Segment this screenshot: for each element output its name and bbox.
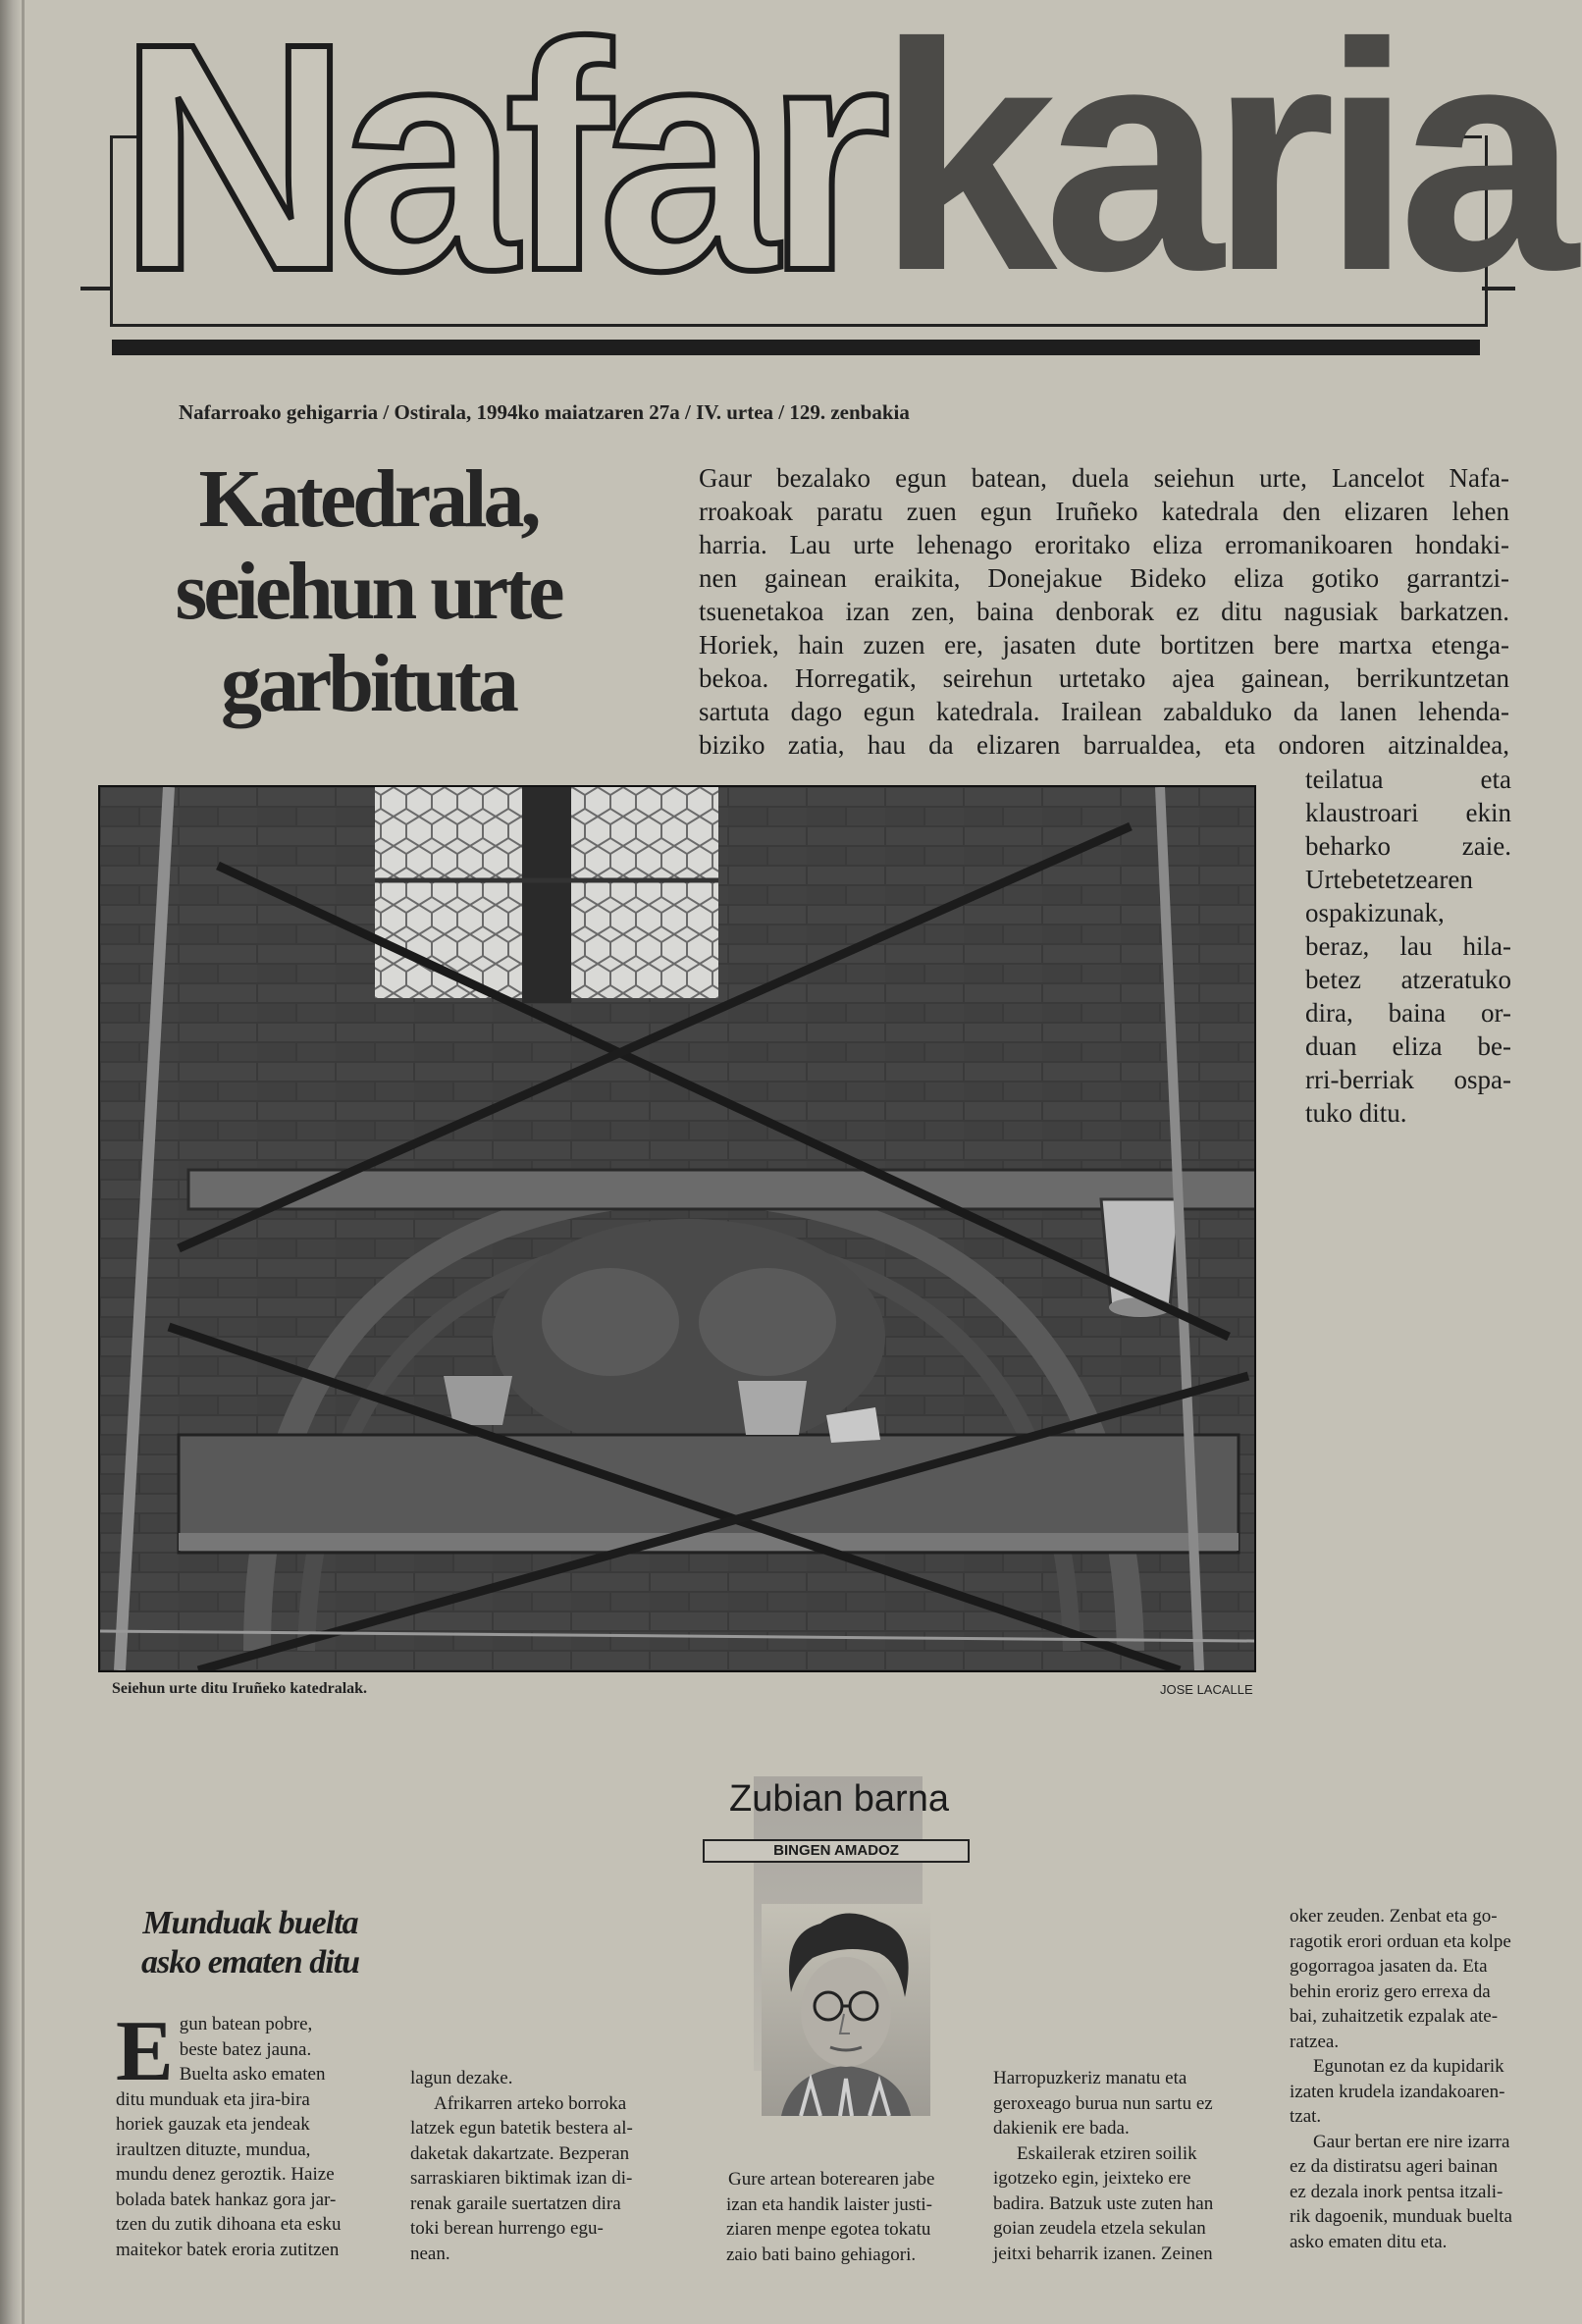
article-line: ziaren menpe egotea tokatu [726,2219,931,2240]
lede-line: beraz, lau hila- [1305,931,1511,961]
page-spine [0,0,22,2324]
article-line: badira. Batzuk uste zuten han [993,2192,1214,2214]
article-column-1 [116,2004,383,2262]
lede-text [699,461,1509,762]
article-line: Harropuzkeriz manatu eta [993,2068,1187,2088]
drop-cap: E [116,2004,174,2099]
article-line: Gure artean boterearen jabe [728,2169,935,2190]
masthead-rule-left [80,287,110,290]
column-author: BINGEN AMADOZ [703,1839,970,1863]
lede-line: Horiek, hain zuzen ere, jasaten dute bortitzen bere martxa etenga- [699,630,1509,660]
article-line: geroxeago burua nun sartu ez [993,2092,1213,2114]
scaffolding-illustration [100,787,1254,1670]
lede-line: Urtebetetzearen [1305,865,1473,894]
article-line: toki berean hurrengo egu- [410,2218,604,2239]
article-line: renak garaile suertatzen dira [410,2192,621,2214]
lede-line: tuko ditu. [1305,1098,1407,1128]
article-line: Afrikarren arteko borroka [434,2092,627,2114]
lede-line: betez atzeratuko [1305,965,1511,994]
column-subhead [108,1904,393,1982]
article-line: ditu munduak eta jira-bira [116,2088,310,2110]
subhead-line: Munduak buelta [142,1905,358,1941]
article-line: zaio bati baino gehiagori. [726,2244,917,2265]
article-line: bai, zuhaitzetik ezpalak ate- [1290,2006,1499,2027]
article-line: iraultzen dituzte, mundua, [116,2139,311,2160]
logo-part-solid: karia [876,0,1565,338]
headline-line: Katedrala, [198,453,538,545]
article-line: lagun dezake. [410,2068,513,2088]
article-line: Gaur bertan ere nire izarra [1313,2131,1510,2152]
article-line: maitekor batek eroria zutitzen [116,2239,340,2260]
lede-line: ospakizunak, [1305,898,1445,927]
article-column-5 [1290,1904,1564,2254]
article-line: dakienik ere bada. [993,2118,1130,2139]
article-line: rik dagoenik, munduak buelta [1290,2206,1512,2227]
headline-line: garbituta [221,638,515,729]
lede-line: rroakoak paratu zuen egun Iruñeko katedrala den elizaren lehen [699,497,1509,526]
article-line: gun batean pobre, [179,2014,313,2034]
article-line: mundu denez geroztik. Haize [116,2164,335,2185]
lede-line: tsuenetakoa izan zen, baina denborak ez ditu nagusiak barkatzen. [699,597,1509,626]
lede-continuation [1305,763,1511,1130]
newspaper-logo [118,0,1565,338]
article-line: asko ematen ditu eta. [1290,2231,1448,2252]
article-line: ratzea. [1290,2031,1340,2052]
article-line: jeitxi beharrik izanen. Zeinen [993,2243,1213,2264]
article-column-4 [993,2066,1270,2266]
article-column-3 [726,2167,983,2267]
article-line: tzen du zutik dihoana eta esku [116,2214,342,2235]
page-crease [22,0,25,2324]
lede-line: duan eliza be- [1305,1031,1511,1061]
column-title: Zubian barna [729,1778,949,1820]
article-line: beste batez jauna. [179,2038,312,2060]
lede-line: rri-berriak ospa- [1305,1065,1511,1094]
dateline: Nafarroako gehigarria / Ostirala, 1994ko maiatzaren 27a / IV. urtea / 129. zenbakia [179,400,910,424]
article-line: latzek egun batetik bestera al- [410,2118,633,2139]
lede-line: nen gainean eraikita, Donejakue Bideko eliza gotiko garrantzi- [699,563,1509,593]
article-line: izaten krudela izandakoaren- [1290,2081,1505,2102]
article-column-2 [410,2066,677,2266]
article-line: oker zeuden. Zenbat eta go- [1290,1906,1498,1927]
article-line: Egunotan ez da kupidarik [1313,2056,1504,2077]
lede-line: beharko zaie. [1305,831,1511,861]
lede-line: Gaur bezalako egun batean, duela seiehun urte, Lancelot Nafa- [699,463,1509,493]
headline-line: seiehun urte [175,546,561,637]
article-line: Eskailerak etziren soilik [1017,2142,1197,2164]
article-line: bolada batek hankaz gora jar- [116,2189,337,2210]
article-line: Buelta asko ematen [179,2064,326,2085]
author-portrait-image [762,1904,930,2116]
cathedral-photo [98,785,1256,1672]
lede-line: teilatua eta [1305,765,1511,794]
photo-credit: JOSE LACALLE [1160,1682,1253,1697]
article-line: ragotik erori orduan eta kolpe [1290,1930,1511,1952]
article-line: tzat. [1290,2106,1322,2127]
photo-caption: Seiehun urte ditu Iruñeko katedralak. [112,1680,368,1697]
article-line: nean. [410,2243,450,2264]
headline [147,453,589,730]
lede-line: dira, baina or- [1305,998,1511,1028]
article-line: horiek gauzak eta jendeak [116,2114,310,2135]
article-line: ez dezala inork pentsa itzali- [1290,2181,1503,2202]
article-line: behin eroriz gero errexa da [1290,1981,1491,2002]
lede-line: klaustroari ekin [1305,798,1511,827]
article-line: gogorragoa jasaten da. Eta [1290,1956,1488,1977]
article-line: ez da distiratsu ageri bainan [1290,2156,1499,2177]
article-line: daketak dakartzate. Bezperan [410,2142,630,2164]
logo-part-outline: Nafar [118,0,877,338]
subhead-line: asko ematen ditu [140,1944,360,1981]
lede-line: harria. Lau urte lehenago eroritako eliza erromanikoaren hondaki- [699,530,1509,559]
lede-line: biziko zatia, hau da elizaren barrualdea, eta ondoren aitzinaldea, [699,730,1509,760]
article-line: sarraskiaren biktimak izan di- [410,2168,633,2189]
article-line: izan eta handik laister justi- [726,2193,932,2215]
lede-line: bekoa. Horregatik, seirehun urtetako ajea gainean, berrikuntzetan [699,663,1509,693]
lede-line: sartuta dago egun katedrala. Irailean zabalduko da lanen lehenda- [699,697,1509,726]
masthead-bar [112,340,1480,355]
article-line: igotzeko egin, jeixteko ere [993,2168,1191,2189]
article-line: goian zeudela etzela sekulan [993,2218,1206,2239]
author-portrait [762,1904,930,2116]
